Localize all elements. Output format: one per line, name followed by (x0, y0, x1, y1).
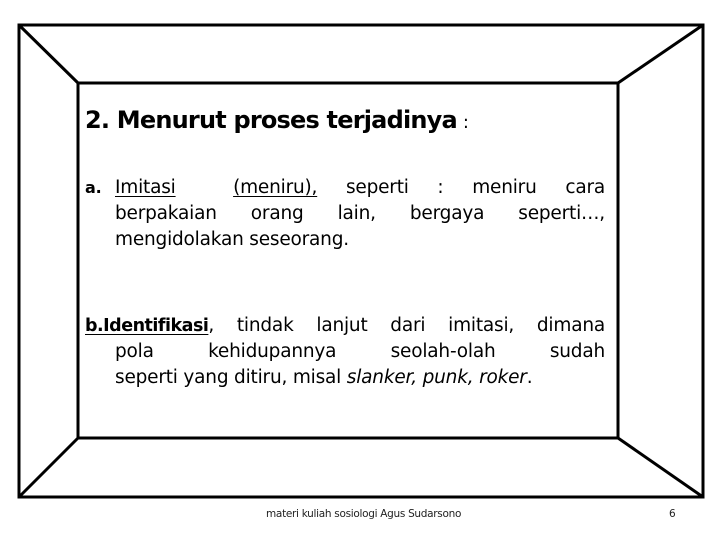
item-a-gloss: (meniru), (233, 177, 318, 198)
item-a-line-1 (85, 175, 605, 201)
item-b-line-1 (85, 313, 605, 339)
item-b (85, 313, 605, 391)
item-a-marker: a. (85, 178, 102, 197)
item-b-examples: slanker, punk, roker (346, 367, 527, 388)
item-b-line-2 (85, 339, 605, 365)
heading-colon: : (462, 112, 469, 133)
item-a-line-2 (85, 201, 605, 227)
item-a-text-1: seperti : meniru cara (345, 177, 605, 198)
footer-page-number: 6 (669, 508, 676, 520)
item-b-text-1: , tindak lanjut dari imitasi, dimana (208, 315, 605, 336)
item-a-term: Imitasi (115, 177, 176, 198)
item-a-text-2: berpakaian orang lain, bergaya seperti…, (115, 203, 605, 224)
item-a-text-3: mengidolakan seseorang. (115, 229, 349, 250)
footer-author: materi kuliah sosiologi Agus Sudarsono (266, 508, 462, 520)
item-a-line-3 (85, 227, 605, 253)
item-a (85, 175, 605, 253)
item-b-term: b.Identifikasi (85, 316, 209, 336)
item-b-line-3 (85, 365, 605, 391)
heading-text: 2. Menurut proses terjadinya (85, 106, 457, 134)
item-b-text-2: pola kehidupannya seolah-olah sudah (115, 341, 605, 362)
item-b-end: . (526, 367, 533, 388)
slide-heading (85, 105, 605, 138)
item-b-text-3: seperti yang ditiru, misal (115, 367, 347, 388)
slide-content (80, 85, 615, 435)
